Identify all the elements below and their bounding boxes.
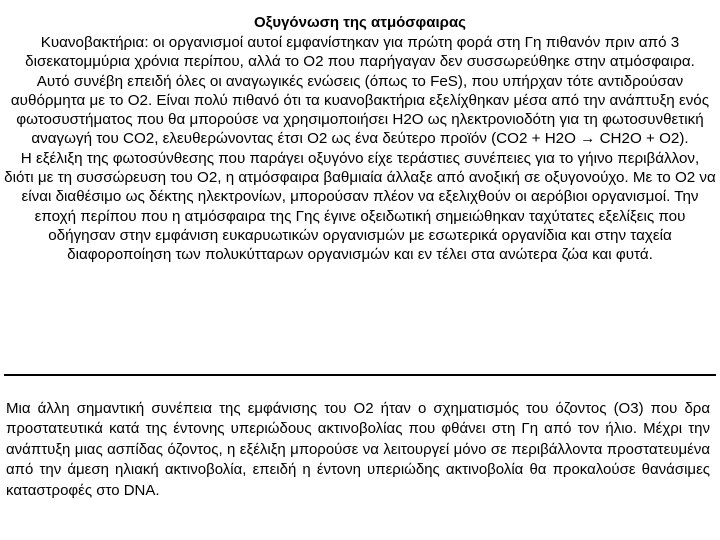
paragraph-ozone: Μια άλλη σημαντική συνέπεια της εμφάνισης του Ο2 ήταν ο σχηματισμός του όζοντος (Ο3) που δρα προστατευτικά κατά της έντονης υπεριώδους ακτινοβολίας που φθάνει στη Γη από τον ήλιο. Μέχρι την ανάπτυξη μιας ασπίδας όζοντος, η εξέλιξη μπορούσε να λειτουργεί μόνο σε περιβάλλοντα προστατευμένα από την άμεση ηλιακή ακτινοβολία, επειδή η έντονη υπεριώδης ακτινοβολία θα προκαλούσε θανάσιμες καταστροφές στο DNA. bbox=[6, 400, 710, 499]
top-text-block bbox=[4, 12, 716, 265]
paragraph-reducing-compounds: Αυτό συνέβη επειδή όλες οι αναγωγικές ενώσεις (όπως το FeS), που υπήρχαν τότε αντιδρούσαν αυθόρμητα με το Ο2. Είναι πολύ πιθανό ότι τα κυανοβακτήρια εξελίχθηκαν μέσα από την ανάπτυξη ενός φωτοσυστήματος που θα μπορούσε να χρησιμοποιήσει Η2Ο ως ηλεκτρονιοδότη για τη φωτοσυνθετική αναγωγή του CO2, ελευθερώνοντας έτσι Ο2 ως ένα δεύτερο προϊόν (CO2 + H2O → CH2O + O2). bbox=[10, 72, 710, 148]
paragraph-cyanobacteria: Κυανοβακτήρια: οι οργανισμοί αυτοί εμφανίστηκαν για πρώτη φορά στη Γη πιθανόν πριν από 3 δισεκατομμύρια χρόνια περίπου, αλλά το Ο2 που παρήγαγαν δεν συσσωρεύθηκε στην ατμόσφαιρα. bbox=[25, 34, 695, 71]
section-divider bbox=[4, 374, 716, 376]
bottom-text-block bbox=[6, 399, 710, 501]
paragraph-photosynthesis-evolution: Η εξέλιξη της φωτοσύνθεσης που παράγει οξυγόνο είχε τεράστιες συνέπειες για το γήινο περιβάλλον, διότι με τη συσσώρευση του Ο2, η ατμόσφαιρα βαθμιαία άλλαξε από ανοξική σε οξυγονούχο. Με το Ο2 να είναι διαθέσιμο ως δέκτης ηλεκτρονίων, μπορούσαν πλέον να εξελιχθούν οι αερόβιοι οργανισμοί. Την εποχή περίπου που η ατμόσφαιρα της Γης έγινε οξειδωτική σημειώθηκαν ταχύτατες εξελίξεις που οδήγησαν στην εμφάνιση ευκαρυωτικών οργανισμών με εσωτερικά οργανίδια και στην ταχεία διαφοροποίηση των πολυκύτταρων οργανισμών και εν τέλει στα ανώτερα ζώα και φυτά. bbox=[4, 149, 716, 264]
page-title: Οξυγόνωση της ατμόσφαιρας bbox=[254, 14, 466, 31]
